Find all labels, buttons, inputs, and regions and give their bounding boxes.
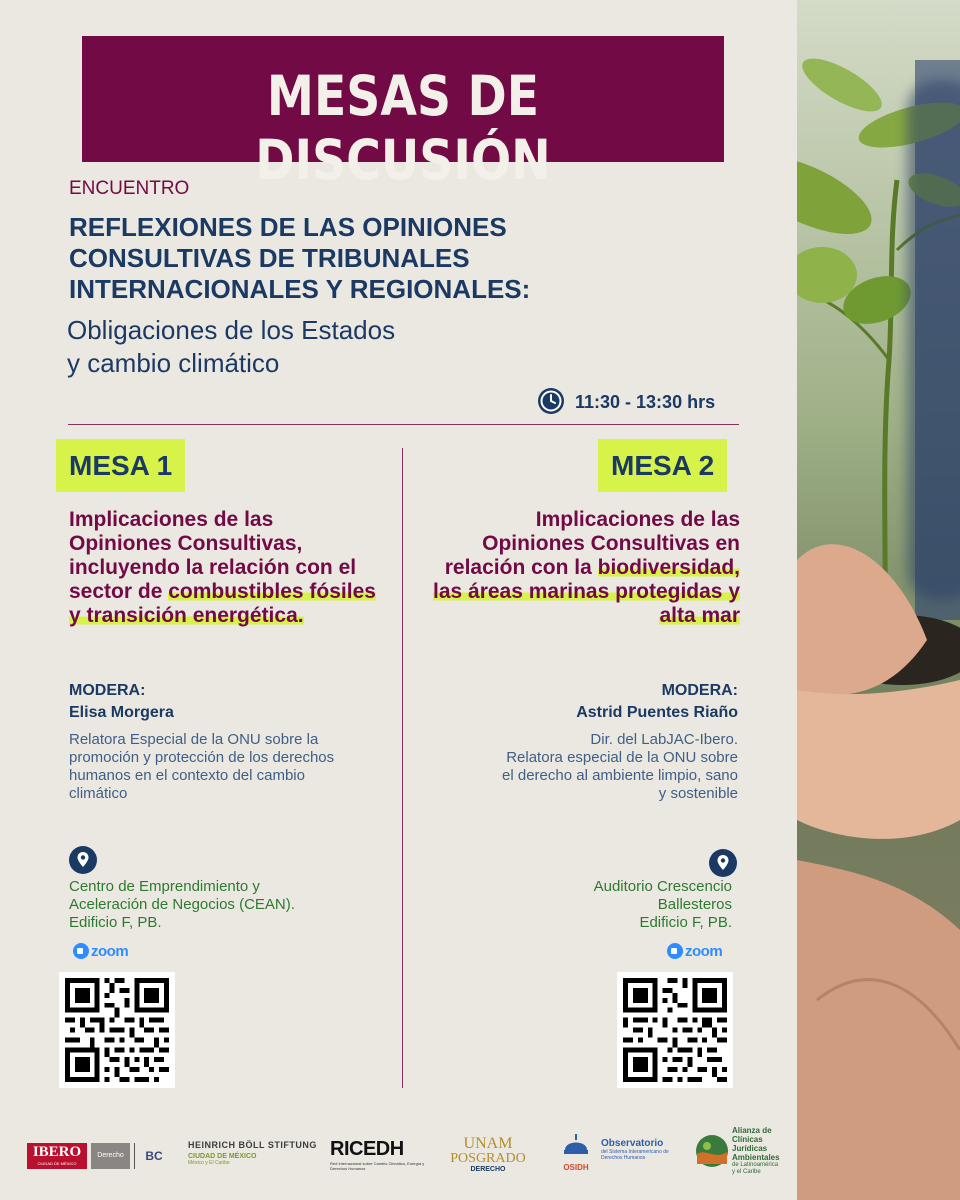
mesa1-venue-line2: Aceleración de Negocios (CEAN). bbox=[69, 896, 295, 913]
page-title: MESAS DE DISCUSIÓN bbox=[255, 64, 551, 192]
event-subhead bbox=[67, 314, 567, 380]
mesa1-qr-code[interactable] bbox=[59, 972, 175, 1088]
alianza-line1: Alianza de bbox=[732, 1126, 772, 1135]
ricedh-logo-text: RICEDH bbox=[330, 1138, 404, 1160]
posgrado-logo-text: POSGRADO bbox=[450, 1151, 526, 1166]
mesa1-venue bbox=[69, 878, 295, 932]
ibero-logo-text: IBERO bbox=[32, 1144, 82, 1160]
unam-posgrado-logo bbox=[434, 1136, 542, 1173]
mesa1-venue-line3: Edificio F, PB. bbox=[69, 914, 162, 931]
alianza-line3: Jurídicas bbox=[732, 1144, 768, 1153]
qr-pattern bbox=[65, 978, 169, 1082]
qr-pattern bbox=[623, 978, 727, 1082]
mesa2-moderator-desc-line1: Dir. del LabJAC-Ibero. bbox=[590, 731, 738, 748]
divider-horizontal bbox=[68, 424, 739, 425]
mesa2-moderator-desc-line2: Relatora especial de la ONU sobre el derecho al ambiente limpio, sano y sostenible bbox=[502, 749, 738, 802]
seedling-photo bbox=[797, 0, 960, 1200]
clock-icon bbox=[537, 387, 565, 415]
boell-logo bbox=[188, 1140, 323, 1166]
mesa2-badge: MESA 2 bbox=[598, 439, 727, 492]
event-kicker: ENCUENTRO bbox=[69, 178, 190, 199]
observatorio-logo-sub: del Sistema Interamericano de Derechos Humanos bbox=[601, 1149, 669, 1161]
mesa2-topic-highlight: biodiversidad, las áreas marinas protegidas y alta mar bbox=[433, 556, 740, 627]
mesa2-topic-plain: Implicaciones de las Opiniones Consultivas en relación con la bbox=[444, 508, 740, 579]
derecho-logo: Derecho bbox=[91, 1143, 130, 1169]
ricedh-logo-sub: Red Internacional sobre Cambio Climático, Energía y Derechos Humanos bbox=[330, 1161, 425, 1171]
boell-logo-sub2: México y El Caribe bbox=[188, 1160, 230, 1166]
mesa1-topic-highlight: combustibles fósiles y transición energética. bbox=[69, 580, 376, 627]
ibero-logo bbox=[27, 1143, 87, 1169]
boell-logo-text: HEINRICH BÖLL STIFTUNG bbox=[188, 1140, 317, 1150]
mesa2-venue bbox=[594, 878, 732, 932]
divider-vertical bbox=[402, 448, 403, 1088]
mesa1-moderator-label: MODERA: bbox=[69, 682, 146, 699]
mesa2-venue-line1: Auditorio Crescencio bbox=[593, 878, 732, 895]
alianza-logo bbox=[695, 1126, 795, 1186]
alianza-line2: Clínicas bbox=[732, 1135, 763, 1144]
unam-derecho-text: DERECHO bbox=[470, 1166, 506, 1173]
event-headline: REFLEXIONES DE LAS OPINIONES CONSULTIVAS DE TRIBUNALES INTERNACIONALES Y REGIONALES: bbox=[69, 212, 531, 304]
mesa1-moderator-desc: Relatora Especial de la ONU sobre la promoción y protección de los derechos humanos en el contexto del cambio climático bbox=[69, 731, 335, 802]
observatorio-logo-text: Observatorio bbox=[601, 1138, 664, 1149]
sponsor-logos bbox=[0, 1120, 797, 1190]
alianza-line5: de Latinoamérica bbox=[732, 1162, 779, 1168]
ricedh-logo bbox=[330, 1138, 425, 1171]
mesa1-zoom-label: zoom bbox=[91, 942, 129, 960]
mesa1-badge: MESA 1 bbox=[56, 439, 185, 492]
mesa2-venue-line3: Edificio F, PB. bbox=[639, 914, 732, 931]
location-pin-icon bbox=[709, 849, 737, 877]
mesa2-moderator-label: MODERA: bbox=[661, 682, 738, 699]
hands-globe-icon bbox=[695, 1134, 729, 1168]
mesa1-topic-plain: Implicaciones de las Opiniones Consultivas, incluyendo la relación con el sector de bbox=[69, 508, 357, 603]
boell-logo-sub: CIUDAD DE MÉXICO bbox=[188, 1153, 257, 1160]
zoom-camera-icon bbox=[667, 943, 683, 959]
alianza-line4: Ambientales bbox=[732, 1153, 780, 1162]
unam-logo-text: UNAM bbox=[463, 1135, 513, 1152]
zoom-camera-icon bbox=[73, 943, 89, 959]
subhead-line1: Obligaciones de los Estados bbox=[67, 315, 396, 345]
event-time: 11:30 - 13:30 hrs bbox=[575, 392, 716, 412]
mesa1-zoom-logo bbox=[73, 942, 128, 960]
mesa1-venue-line1: Centro de Emprendimiento y bbox=[69, 878, 260, 895]
bc-logo: BC bbox=[134, 1143, 173, 1169]
alianza-line6: y el Caribe bbox=[732, 1169, 761, 1175]
mesa2-venue-line2: Ballesteros bbox=[657, 896, 732, 913]
observatorio-logo bbox=[601, 1138, 683, 1161]
mesa2-moderator-name: Astrid Puentes Riaño bbox=[576, 704, 738, 721]
mesa2-moderator-desc bbox=[498, 731, 738, 803]
mesa2-zoom-label: zoom bbox=[685, 942, 723, 960]
dome-icon bbox=[561, 1132, 591, 1158]
mesa2-qr-code[interactable] bbox=[617, 972, 733, 1088]
osidh-logo bbox=[555, 1132, 597, 1172]
subhead-line2: y cambio climático bbox=[67, 348, 280, 378]
mesa1-topic bbox=[69, 508, 379, 628]
mesa1-moderator-name: Elisa Morgera bbox=[69, 704, 174, 721]
osidh-logo-text: OSIDH bbox=[563, 1163, 589, 1172]
ibero-logo-sub: CIUDAD DE MÉXICO bbox=[37, 1161, 77, 1166]
mesa2-zoom-logo bbox=[667, 942, 722, 960]
background-blur bbox=[907, 80, 960, 600]
location-pin-icon bbox=[69, 846, 97, 874]
mesa2-topic bbox=[430, 508, 740, 628]
